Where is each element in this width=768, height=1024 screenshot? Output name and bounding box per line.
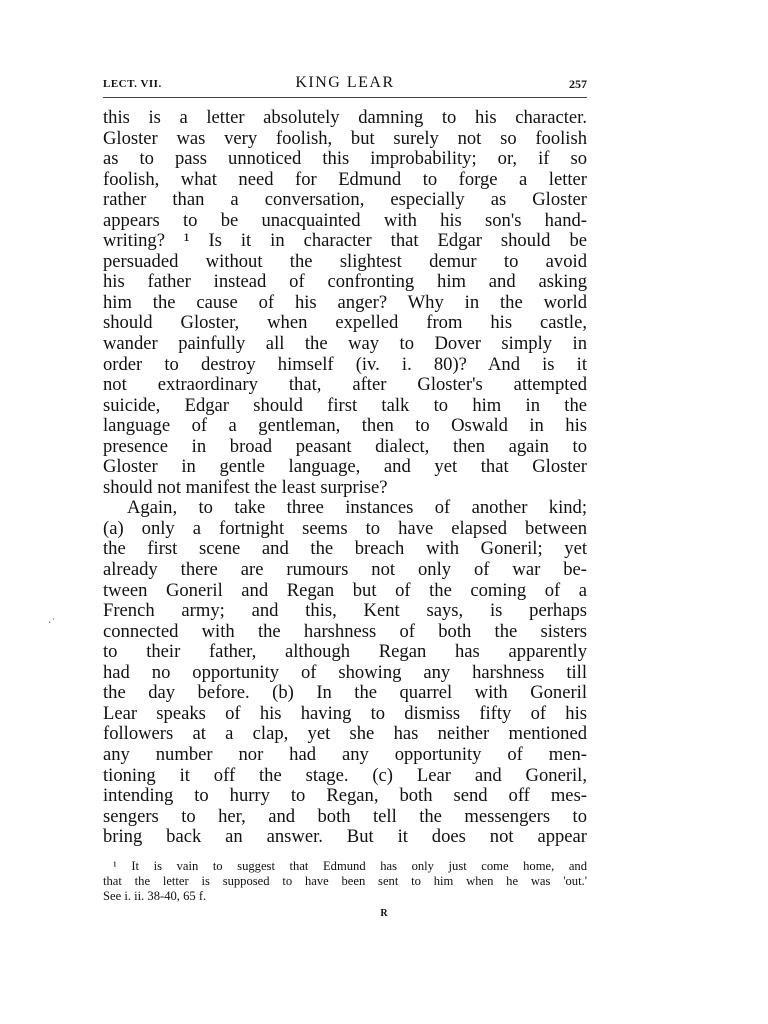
text-line: tween Goneril and Regan but of the coming of a xyxy=(103,579,587,601)
text-line: Again, to take three instances of another kind; xyxy=(127,497,587,519)
signature-mark: R xyxy=(380,908,388,919)
footnote-line: See i. ii. 38-40, 65 f. xyxy=(103,889,207,903)
running-head xyxy=(103,74,587,96)
text-line: Gloster was very foolish, but surely not so foolish xyxy=(103,127,587,149)
text-line: already there are rumours not only of war be- xyxy=(103,559,587,581)
page-number: 257 xyxy=(569,77,587,91)
footnote-line: ¹ It is vain to suggest that Edmund has only just come home, and xyxy=(113,859,587,873)
text-line: the first scene and the breach with Goneril; yet xyxy=(103,538,587,560)
text-line: language of a gentleman, then to Oswald in his xyxy=(103,415,587,437)
text-line: any number nor had any opportunity of men- xyxy=(103,743,587,765)
text-line: the day before. (b) In the quarrel with Goneril xyxy=(103,682,587,704)
page-title: KING LEAR xyxy=(295,74,395,91)
text-line: as to pass unnoticed this improbability; or, if so xyxy=(103,148,587,170)
text-line: bring back an answer. But it does not appear xyxy=(103,826,587,848)
text-line: French army; and this, Kent says, is perhaps xyxy=(103,600,587,622)
text-line: should Gloster, when expelled from his castle, xyxy=(103,312,587,334)
header-rule xyxy=(103,97,587,98)
text-line: (a) only a fortnight seems to have elapsed between xyxy=(103,517,587,539)
text-line: should not manifest the least surprise? xyxy=(103,476,388,498)
text-line: to their father, although Regan has apparently xyxy=(103,641,587,663)
text-line: connected with the harshness of both the sisters xyxy=(103,620,587,642)
footnotes xyxy=(103,859,587,904)
text-line: writing? ¹ Is it in character that Edgar should be xyxy=(103,230,587,252)
text-line: his father instead of confronting him and asking xyxy=(103,271,587,293)
body-text xyxy=(103,108,587,848)
text-line: followers at a clap, yet she has neither mentioned xyxy=(103,723,587,745)
text-line: wander painfully all the way to Dover simply in xyxy=(103,333,587,355)
text-line: appears to be unacquainted with his son's hand- xyxy=(103,209,587,231)
text-line: this is a letter absolutely damning to his character. xyxy=(103,107,587,128)
text-line: foolish, what need for Edmund to forge a letter xyxy=(103,168,587,190)
lecture-label: LECT. VII. xyxy=(103,78,162,90)
text-line: him the cause of his anger? Why in the world xyxy=(103,291,587,313)
text-line: suicide, Edgar should first talk to him in the xyxy=(103,394,587,416)
footnote-line: that the letter is supposed to have been sent to him when he was 'out.' xyxy=(103,874,587,888)
text-line: had no opportunity of showing any harshness till xyxy=(103,661,587,683)
text-line: rather than a conversation, especially as Gloster xyxy=(103,189,587,211)
text-line: order to destroy himself (iv. i. 80)? And is it xyxy=(103,353,587,375)
text-line: not extraordinary that, after Gloster's attempted xyxy=(103,374,587,396)
text-line: persuaded without the slightest demur to avoid xyxy=(103,250,587,272)
text-line: presence in broad peasant dialect, then again to xyxy=(103,435,587,457)
text-line: intending to hurry to Regan, both send off mes- xyxy=(103,785,587,807)
text-line: tioning it off the stage. (c) Lear and Goneril, xyxy=(103,764,587,786)
text-line: Gloster in gentle language, and yet that Gloster xyxy=(103,456,587,478)
text-line: Lear speaks of his having to dismiss fifty of his xyxy=(103,702,587,724)
text-line: sengers to her, and both tell the messengers to xyxy=(103,805,587,827)
page-speck: ·˙ xyxy=(48,618,57,629)
